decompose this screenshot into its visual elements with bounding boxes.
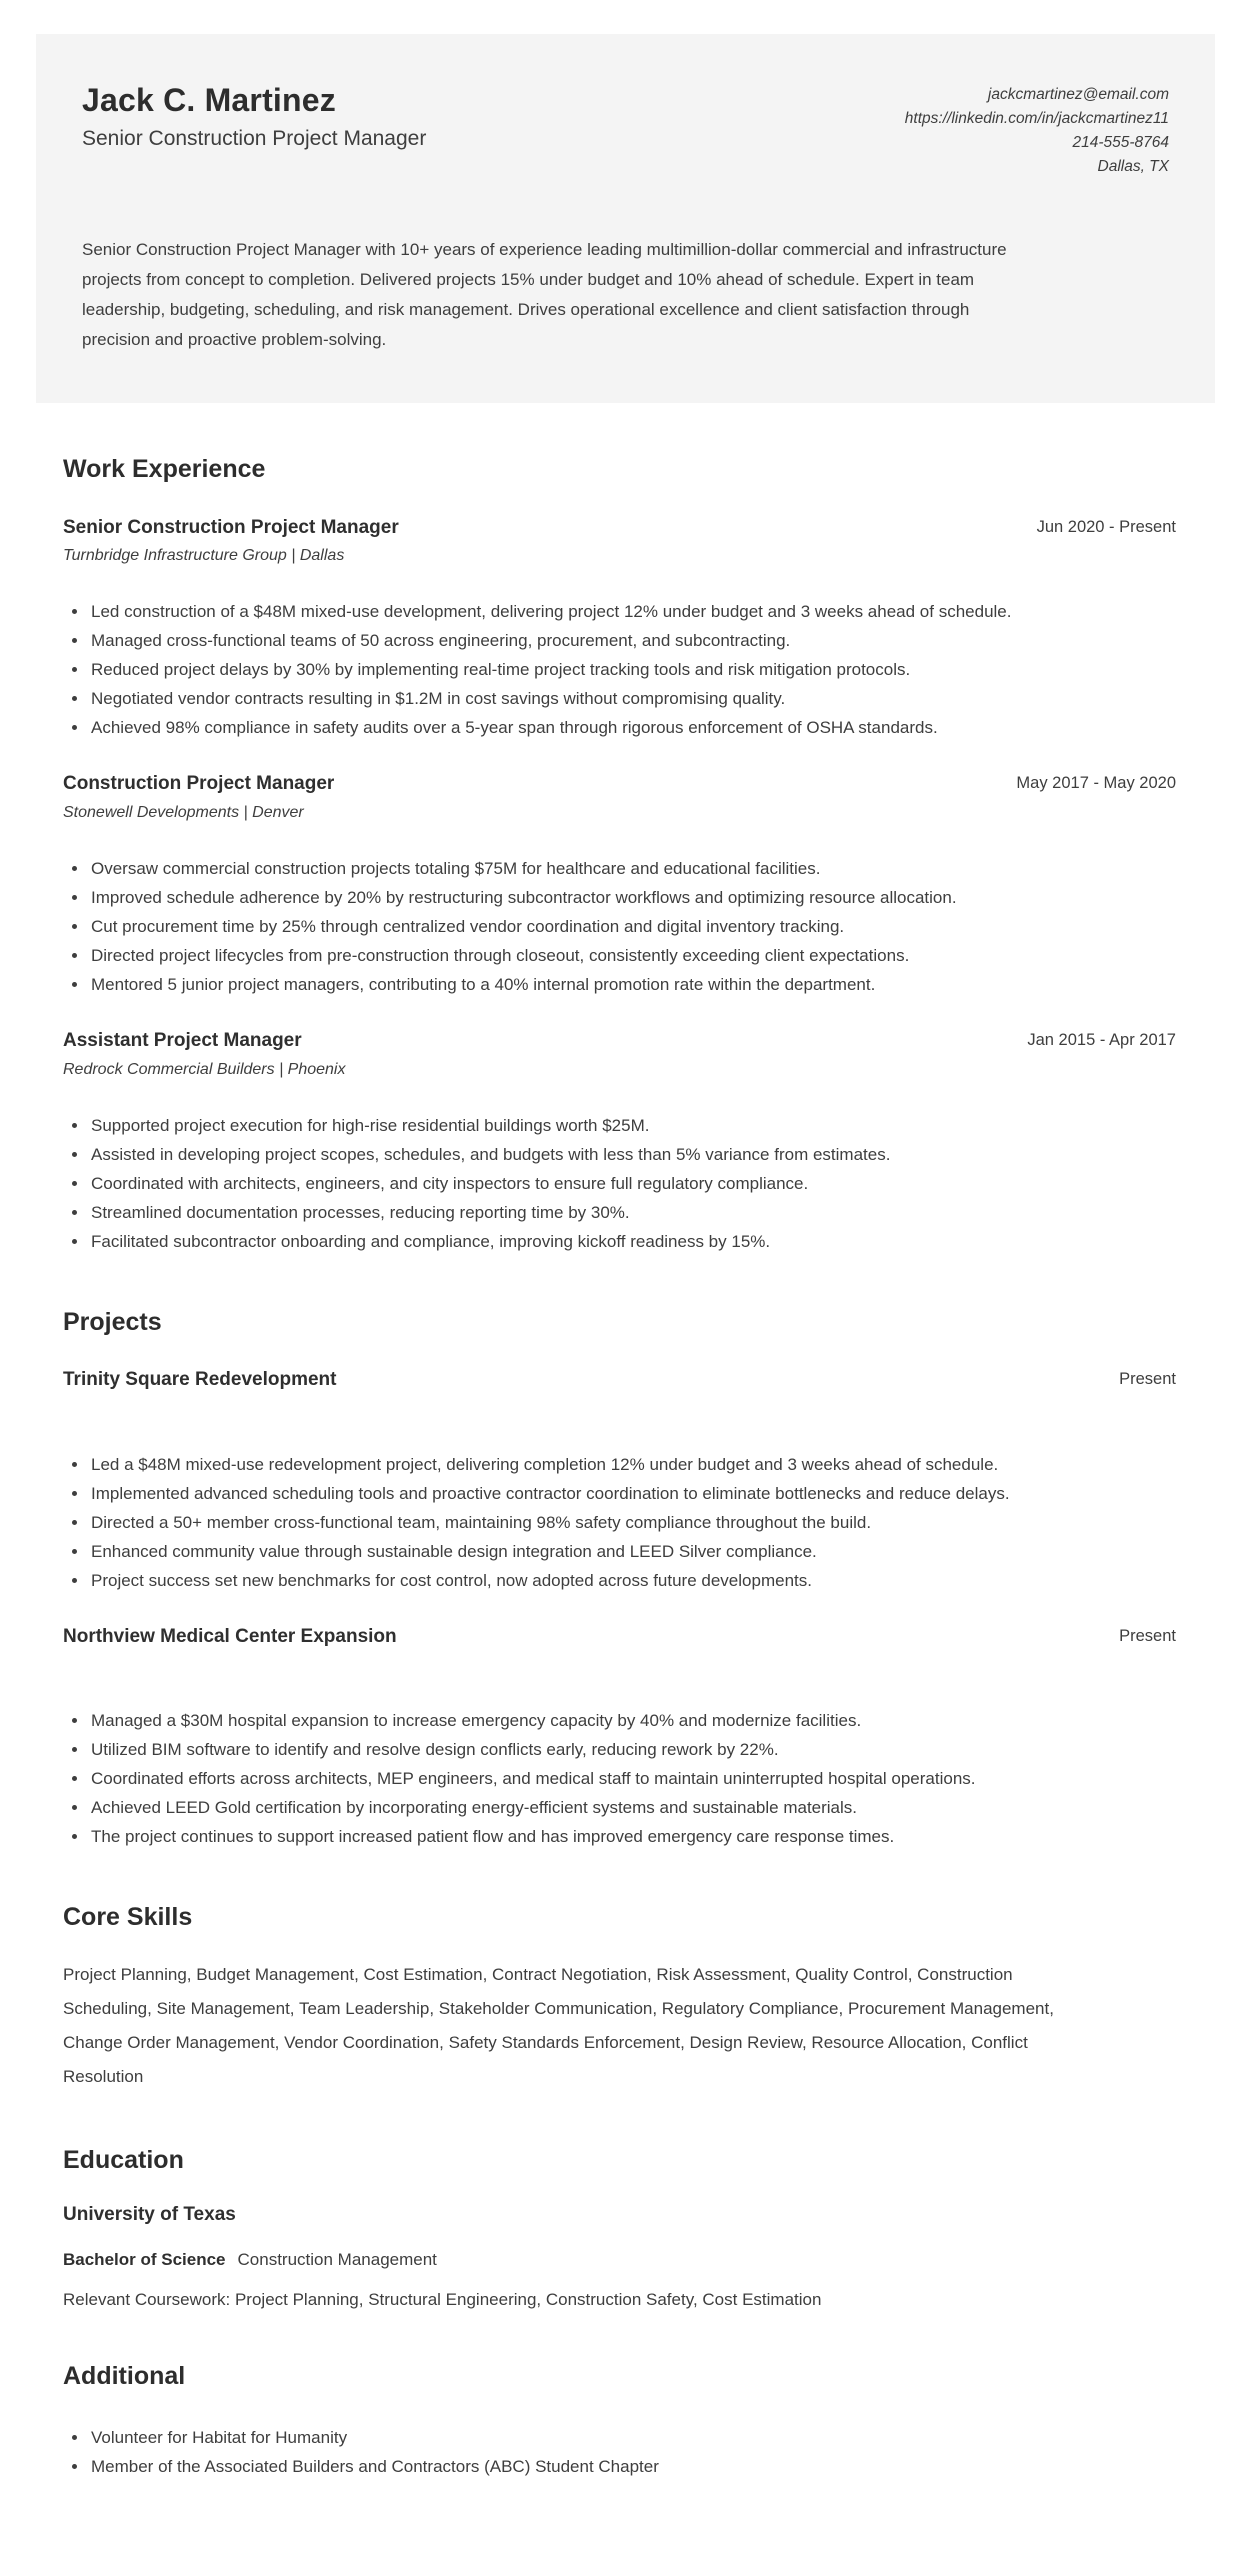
person-name: Jack C. Martinez [82,82,336,118]
bullet-item: • Directed a 50+ member cross-functional team, maintaining 98% safety compliance throughout the build. [89,1508,1054,1537]
project-entry-header [63,1368,1176,1420]
core-skills-heading: Core Skills [63,1903,193,1932]
project-subtitle-empty [63,1400,336,1420]
bullet-item: • Reduced project delays by 30% by implementing real-time project tracking tools and risk mitigation protocols. [89,655,1054,684]
section-education [63,2144,1176,2311]
job-company: Stonewell Developments | Denver [63,803,304,821]
project-dates: Present [1119,1370,1176,1389]
bullet-item: • Achieved 98% compliance in safety audits over a 5-year span through rigorous enforcement of OSHA standards. [89,713,1054,742]
bullet-item: • Member of the Associated Builders and Contractors (ABC) Student Chapter [89,2452,1054,2481]
additional-bullet-list [63,2423,1054,2481]
bullet-item: • Implemented advanced scheduling tools and proactive contractor coordination to eliminate bottlenecks and reduce delays. [89,1479,1054,1508]
job-company: Redrock Commercial Builders | Phoenix [63,1060,346,1078]
bullet-item: • The project continues to support increased patient flow and has improved emergency care response times. [89,1822,1054,1851]
work-experience-heading: Work Experience [63,455,266,483]
core-skills-text: Project Planning, Budget Management, Cost Estimation, Contract Negotiation, Risk Assessment, Quality Control, Construction Scheduling, Site Management, Team Leadership, Stakeholder Communication, Regulatory Compliance, Procurement Management, Change Order Management, Vendor Coordination, Safety Standards Enforcement, Design Review, Resource Allocation, Conflict Resolution [63,1964,1054,2086]
project-dates: Present [1119,1626,1176,1645]
job-entry-left [63,516,399,568]
job-entry-header [63,1029,1176,1081]
header-top [82,80,1169,179]
job-dates: Jan 2015 - Apr 2017 [1027,1030,1176,1049]
job-title: Assistant Project Manager [63,1029,302,1051]
contact-info [905,80,1169,179]
bullet-item: • Enhanced community value through sustainable design integration and LEED Silver compliance. [89,1537,1054,1566]
job-entry-header [63,772,1176,824]
project-entry-left [63,1368,336,1420]
job-bullet-list [63,1111,1054,1256]
project-bullet-list [63,1450,1054,1595]
section-core-skills [63,1901,1176,2094]
job-title: Construction Project Manager [63,773,335,795]
bullet-item: • Led a $48M mixed-use redevelopment project, delivering completion 12% under budget and 3 weeks ahead of schedule. [89,1450,1054,1479]
bullet-item: • Utilized BIM software to identify and resolve design conflicts early, reducing rework by 22%. [89,1735,1054,1764]
person-title: Senior Construction Project Manager [82,127,427,150]
job-entry [63,772,1176,999]
job-entry [63,516,1176,743]
education-coursework: Relevant Coursework: Project Planning, Structural Engineering, Construction Safety, Cost Estimation [63,2290,822,2310]
projects-heading: Projects [63,1307,162,1336]
project-title: Trinity Square Redevelopment [63,1369,337,1391]
contact-linkedin: https://linkedin.com/in/jackcmartinez11 [904,110,1169,127]
bullet-item: • Coordinated efforts across architects, MEP engineers, and medical staff to maintain uninterrupted hospital operations. [89,1764,1054,1793]
education-degree: Bachelor of Science [63,2250,226,2270]
bullet-item: • Achieved LEED Gold certification by incorporating energy-efficient systems and sustainable materials. [89,1793,1054,1822]
contact-email: jackcmartinez@email.com [987,86,1169,103]
bullet-item: • Facilitated subcontractor onboarding and compliance, improving kickoff readiness by 15%. [89,1227,1054,1256]
bullet-item: • Managed a $30M hospital expansion to increase emergency capacity by 40% and modernize facilities. [89,1706,1054,1735]
project-title: Northview Medical Center Expansion [63,1625,397,1647]
project-entry [63,1368,1176,1595]
project-entry [63,1625,1176,1852]
job-bullet-list [63,597,1054,742]
resume-header [36,34,1215,403]
bullet-item: • Supported project execution for high-rise residential buildings worth $25M. [89,1111,1054,1140]
bullet-item: • Project success set new benchmarks for cost control, now adopted across future developments. [89,1566,1054,1595]
bullet-item: • Improved schedule adherence by 20% by restructuring subcontractor workflows and optimizing resource allocation. [89,883,1054,912]
section-work-experience [63,453,1176,1256]
project-bullet-list [63,1706,1054,1851]
education-school: University of Texas [63,2204,236,2226]
section-additional [63,2360,1176,2481]
contact-location: Dallas, TX [1097,158,1169,175]
job-title: Senior Construction Project Manager [63,516,399,538]
project-subtitle-empty [63,1656,397,1676]
job-entry-left [63,1029,345,1081]
bullet-item: • Mentored 5 junior project managers, contributing to a 40% internal promotion rate within the department. [89,970,1054,999]
section-projects [63,1306,1176,1852]
project-entry-left [63,1625,397,1677]
job-entry-header [63,516,1176,568]
job-entry [63,1029,1176,1256]
project-entry-header [63,1625,1176,1677]
bullet-item: • Negotiated vendor contracts resulting in $1.2M in cost savings without compromising quality. [89,684,1054,713]
bullet-item: • Streamlined documentation processes, reducing reporting time by 30%. [89,1198,1054,1227]
contact-phone: 214-555-8764 [1072,134,1169,151]
education-field: Construction Management [237,2250,437,2270]
job-dates: Jun 2020 - Present [1036,517,1176,536]
bullet-item: • Managed cross-functional teams of 50 across engineering, procurement, and subcontracting. [89,626,1054,655]
additional-heading: Additional [63,2362,186,2391]
identity-block [82,80,426,151]
bullet-item: • Oversaw commercial construction projects totaling $75M for healthcare and educational facilities. [89,854,1054,883]
bullet-item: • Assisted in developing project scopes, schedules, and budgets with less than 5% variance from estimates. [89,1140,1054,1169]
job-entry-left [63,772,334,824]
summary-paragraph: Senior Construction Project Manager with 10+ years of experience leading multimillion-dollar commercial and infrastructure projects from concept to completion. Delivered projects 15% under budget and 10% ahead of schedule. Expert in team leadership, budgeting, scheduling, and risk management. Drives operational excellence and client satisfaction through precision and proactive problem-solving. [82,240,1007,349]
job-company: Turnbridge Infrastructure Group | Dallas [63,547,345,565]
bullet-item: • Coordinated with architects, engineers, and city inspectors to ensure full regulatory compliance. [89,1169,1054,1198]
resume-body [0,453,1239,2481]
bullet-item: • Directed project lifecycles from pre-construction through closeout, consistently exceeding client expectations. [89,941,1054,970]
job-bullet-list [63,854,1054,999]
job-dates: May 2017 - May 2020 [1016,774,1176,793]
bullet-item: • Led construction of a $48M mixed-use development, delivering project 12% under budget and 3 weeks ahead of schedule. [89,597,1054,626]
bullet-item: • Volunteer for Habitat for Humanity [89,2423,1054,2452]
education-heading: Education [63,2145,184,2174]
bullet-item: • Cut procurement time by 25% through centralized vendor coordination and digital inventory tracking. [89,912,1054,941]
education-degree-line [63,2250,1176,2270]
